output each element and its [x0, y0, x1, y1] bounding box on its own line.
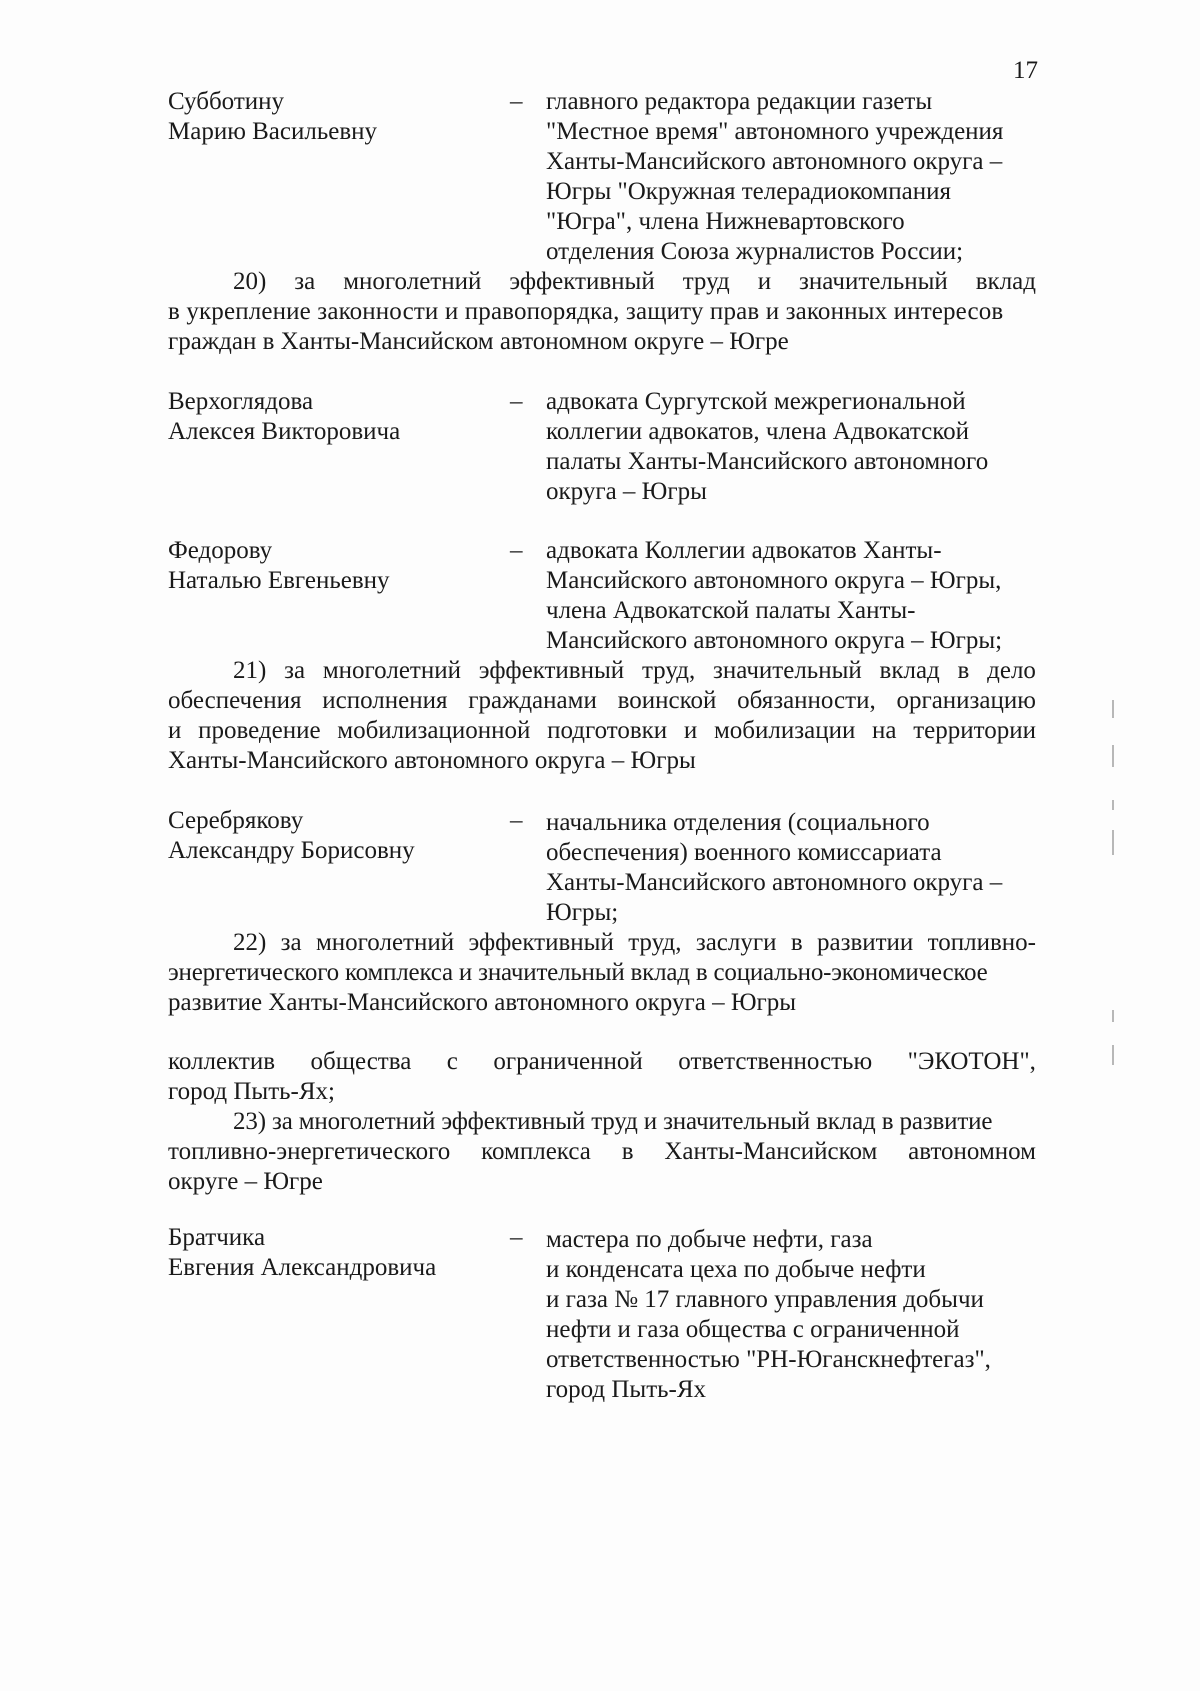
- para23-first-line: 23) за многолетний эффективный труд и значительный вклад в развитие: [233, 1108, 993, 1135]
- word: в: [790, 929, 803, 956]
- entry1-line: "Югра", члена Нижневартовского: [546, 208, 905, 235]
- entry4-line: Югры;: [546, 899, 619, 926]
- word: труд,: [628, 929, 682, 956]
- entry5-line: мастера по добыче нефти, газа: [546, 1226, 873, 1253]
- entry1-surname: Субботину: [168, 88, 285, 115]
- word: 20): [233, 268, 267, 295]
- word: эффективный: [468, 929, 614, 956]
- entry2-surname: Верхоглядова: [168, 388, 314, 415]
- word: топливно-: [927, 929, 1036, 956]
- word: эффективный: [478, 657, 625, 684]
- scan-artifact: [1112, 745, 1114, 767]
- entry1-line: "Местное время" автономного учреждения: [546, 118, 1004, 145]
- scan-artifact: [1112, 800, 1114, 810]
- word: в: [957, 657, 970, 684]
- word: коллектив: [168, 1048, 276, 1075]
- word: многолетний: [322, 657, 461, 684]
- word: Ханты-Мансийском: [664, 1138, 878, 1165]
- word: эффективный: [509, 268, 655, 295]
- entry5-line: и газа № 17 главного управления добычи: [546, 1286, 984, 1313]
- word: заслуги: [695, 929, 777, 956]
- para20-line: в укрепление законности и правопорядка, защиту прав и законных интересов: [168, 298, 1004, 325]
- entry2-line: адвоката Сургутской межрегиональной: [546, 388, 966, 415]
- para23-line: [168, 1137, 1036, 1167]
- word: 21): [233, 657, 267, 684]
- entry3-given-names: Наталью Евгеньевну: [168, 567, 390, 594]
- scan-artifact: [1112, 1045, 1114, 1065]
- entry1-line: главного редактора редакции газеты: [546, 88, 933, 115]
- word: и: [168, 717, 182, 744]
- entry5-surname: Братчика: [168, 1224, 266, 1251]
- word: развитии: [816, 929, 914, 956]
- word: автономном: [908, 1138, 1036, 1165]
- word: многолетний: [343, 268, 482, 295]
- para21-line: [168, 716, 1036, 746]
- entry3-line: члена Адвокатской палаты Ханты-: [546, 597, 916, 624]
- entry3-dash: –: [510, 537, 523, 564]
- entry2-given-names: Алексея Викторовича: [168, 418, 401, 445]
- word: обязанности,: [737, 687, 876, 714]
- para20-first-line: [233, 267, 1036, 297]
- word: на: [872, 717, 897, 744]
- word: дело: [987, 657, 1036, 684]
- collective-line: [168, 1047, 1036, 1077]
- entry5-dash: –: [510, 1224, 523, 1251]
- entry3-line: адвоката Коллегии адвокатов Ханты-: [546, 537, 942, 564]
- word: вклад: [975, 268, 1036, 295]
- entry4-line: начальника отделения (социального: [546, 809, 930, 836]
- word: топливно-энергетического: [168, 1138, 451, 1165]
- para21-line: [168, 686, 1036, 716]
- entry1-line: Ханты-Мансийского автономного округа –: [546, 148, 1003, 175]
- word: за: [284, 657, 306, 684]
- word: и: [757, 268, 772, 295]
- para21-first-line: [233, 656, 1036, 686]
- entry1-dash: –: [510, 88, 523, 115]
- entry4-given-names: Александру Борисовну: [168, 837, 415, 864]
- word: вклад: [879, 657, 940, 684]
- para22-line: развитие Ханты-Мансийского автономного округа – Югры: [168, 989, 797, 1016]
- word: и: [683, 717, 698, 744]
- word: "ЭКОТОН",: [907, 1048, 1036, 1075]
- entry2-dash: –: [510, 388, 523, 415]
- scan-artifact: [1112, 1010, 1114, 1022]
- scan-artifact: [1112, 700, 1114, 718]
- word: значительный: [799, 268, 948, 295]
- entry4-surname: Серебрякову: [168, 807, 304, 834]
- para23-line: округе – Югре: [168, 1168, 323, 1195]
- word: проведение: [198, 717, 321, 744]
- word: территории: [913, 717, 1036, 744]
- entry5-line: город Пыть-Ях: [546, 1376, 707, 1403]
- entry4-line: обеспечения) военного комиссариата: [546, 839, 942, 866]
- entry5-line: нефти и газа общества с ограниченной: [546, 1316, 960, 1343]
- page-number: 17: [1013, 57, 1038, 84]
- entry2-line: округа – Югры: [546, 478, 707, 505]
- word: воинской: [617, 687, 717, 714]
- para21-line: Ханты-Мансийского автономного округа – Югры: [168, 747, 696, 774]
- word: общества: [310, 1048, 412, 1075]
- para20-line: граждан в Ханты-Мансийском автономном округе – Югре: [168, 328, 789, 355]
- word: труд: [682, 268, 730, 295]
- entry4-line: Ханты-Мансийского автономного округа –: [546, 869, 1003, 896]
- word: с: [446, 1048, 458, 1075]
- entry1-line: Югры "Окружная телерадиокомпания: [546, 178, 951, 205]
- entry3-line: Мансийского автономного округа – Югры,: [546, 567, 1002, 594]
- entry1-given-names: Марию Васильевну: [168, 118, 378, 145]
- scan-artifact: [1112, 830, 1114, 855]
- word: 22): [233, 929, 267, 956]
- entry1-line: отделения Союза журналистов России;: [546, 238, 964, 265]
- para22-first-line: [233, 928, 1036, 958]
- word: исполнения: [322, 687, 448, 714]
- word: подготовки: [547, 717, 668, 744]
- word: гражданами: [468, 687, 597, 714]
- collective-line: город Пыть-Ях;: [168, 1078, 336, 1105]
- entry4-dash: –: [510, 807, 523, 834]
- word: организацию: [896, 687, 1036, 714]
- word: труд,: [641, 657, 696, 684]
- word: комплекса: [481, 1138, 591, 1165]
- entry5-line: и конденсата цеха по добыче нефти: [546, 1256, 926, 1283]
- entry2-line: палаты Ханты-Мансийского автономного: [546, 448, 989, 475]
- entry5-line: ответственностью "РН-Юганскнефтегаз",: [546, 1346, 991, 1373]
- word: мобилизации: [713, 717, 856, 744]
- word: ответственностью: [678, 1048, 873, 1075]
- entry3-line: Мансийского автономного округа – Югры;: [546, 627, 1003, 654]
- word: многолетний: [315, 929, 455, 956]
- word: мобилизационной: [337, 717, 531, 744]
- word: ограниченной: [493, 1048, 643, 1075]
- entry5-given-names: Евгения Александровича: [168, 1254, 437, 1281]
- word: значительный: [713, 657, 862, 684]
- entry2-line: коллегии адвокатов, члена Адвокатской: [546, 418, 969, 445]
- word: обеспечения: [168, 687, 302, 714]
- entry3-surname: Федорову: [168, 537, 273, 564]
- word: в: [621, 1138, 634, 1165]
- word: за: [280, 929, 302, 956]
- para22-line: энергетического комплекса и значительный вклад в социально-экономическое: [168, 959, 988, 986]
- word: за: [294, 268, 316, 295]
